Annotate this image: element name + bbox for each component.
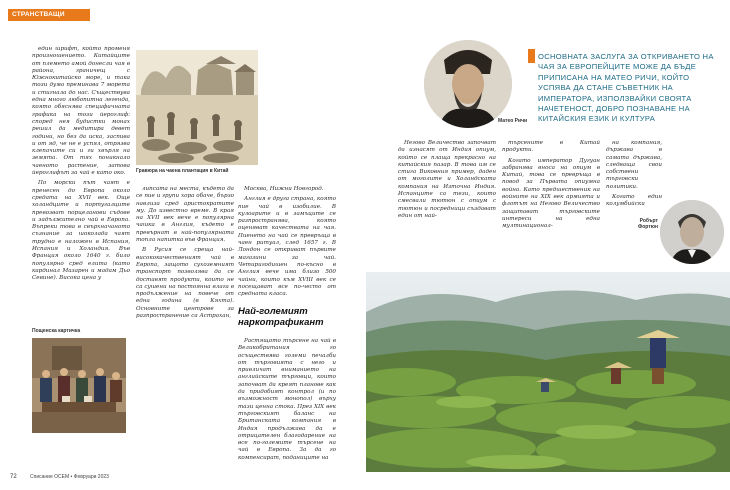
col1-para-1: един шрифт, който променя произношението. Китайците от племето амой донесли чая в района, граничещ с Южнокитайско море, и така този дума преминава 7 морета и стигнала до нас. Съществува една много любопитна легенда, която обяснява специфичната графика на този йероглиф: според нея будистки монах решил да медитира девет години, но без да иска, заспива и от яд, че не е успял, отрязва клепачите си и ги хвърля на земята. От тях поникнало чаеното растение, затова йероглифът за чай е като око. [32, 46, 130, 177]
col7-para-2: Когато един колумбийски [606, 194, 662, 208]
tea-plantation-photo [366, 272, 730, 472]
col3-para-2: Англия е друга страна, която пие чай в изобилие. В кулоарите и в замъците се разпространява, която оценяват качествата на чая. Пиенето на чай се превръща в чаен ритуал, след 1657 г. В Лондон се откриват първите магазини за чай. Четиригодишен по-късно в Англия вече има близо 500 чайни, които към XVIII век се посещават все по-често от средната класа. [238, 196, 336, 298]
text-column-4 [238, 338, 336, 465]
ricci-caption: Матео Ричи [498, 118, 528, 124]
matteo-ricci-portrait [424, 40, 512, 128]
robert-fortune-portrait [660, 200, 724, 264]
text-column-2 [136, 186, 234, 323]
page-number: 72 [10, 474, 17, 480]
section-label: СТРАНСТВАЩИ ЗАПИСКИ [8, 9, 90, 21]
pull-quote: ОСНОВНАТА ЗАСЛУГА ЗА ОТКРИВАНЕТО НА ЧАЯ ЗА ЕВРОПЕЙЦИТЕ МОЖЕ ДА БЪДЕ ПРИПИСАНА НА МАТЕО РИЧИ, КОЙТО УСПЯВА ДА СТАНЕ СЪВЕТНИК НА ИМПЕРАТОРА, ИЗПОЛЗВАЙКИ СВОЯТА НАЧЕТЕНОСТ, ДОБРО ПОЗНАВАНЕ НА КИТАЙСКИЯ ЕЗИК И КУЛТУРА [538, 52, 714, 124]
col3-para-1: Москва, Нижни Новгород. [244, 186, 324, 192]
fortune-caption: Робърт Фортюн [637, 218, 658, 230]
col4-para-1: Растящото търсене на чай в Великобритания го осъществява големи печалби от търговията с него и привличат вниманието на английските търговци, които започват да креят планове как да придобият контрол (и по възможност монопол) върху тази ценна стока. През XIX век търговският баланс на Британската компания в Индия продължава да е отрицателен благодарение на все по-големите търсене на чай в Европа. За да го компенсират, поданиците на [238, 338, 336, 461]
text-column-5 [398, 140, 496, 223]
section-subheading: Най-големият наркотрафикант [238, 306, 324, 328]
engraving-caption: Гравюра на чаена плантация в Китай [136, 168, 229, 174]
text-column-6 [502, 140, 600, 234]
magazine-footer: Списание ОСЕМ • Февруари 2023 [30, 474, 109, 480]
quote-accent-bar [528, 49, 535, 63]
col1-para-2: По морски път чаят е пренесен до Европа около средата на XVII век. Още холандците и португалците превозват порцеланови съдове и задължително чай в Европа. Въпреки това в свърхначаното съзнание за шоколада чаят трудно е наложен в Испания, Испания и Холандия. Във Франция около 1640 г. било популярно сред елита (като кардинал Мазарен и мадам Дьо Севине). Висока цена у [32, 180, 130, 282]
col2-para-1: липсата на места, където да се пие и групи хора обаче, бързо навлиза сред аристократите му. До известно време. В края на XVII век вече е популярна чашка в Англия, където е превърнат в най-популярната топла напитка във Франция. [136, 186, 234, 244]
text-column-7 [606, 140, 662, 212]
col6-para-1: търсените в Китай продукти. [502, 140, 600, 154]
text-column-1 [32, 46, 130, 286]
tea-plantation-engraving [136, 50, 258, 165]
col7-para-1: на компания, държава в самата държава, следваща свои собствени търговски политики. [606, 140, 662, 190]
col5-para-1: Негово Величество започват да изнасят от Индия опиум, който се плаща прекрасно на китайския пазар. В това им се стига Виковния пример, даден от моголите и Холандската компания на Източна Индия. Испанците са тези, които смесвали тютюн с опиум с тютюн и посредници създават един от най- [398, 140, 496, 219]
text-column-3 [238, 186, 336, 301]
col6-para-2: Когато император Дугуан забранява вноса на опиум в Китай, това се превръща в повод за Първата опиумна война. Като предшественик на войните на XIX век армията и флотът на Негово Величество защитават търговските интереси на една мултинационал- [502, 157, 600, 230]
col2-para-2: В Русия се среща най-висококачественият чай в Европа, защото сухоземният транспорт позволява да се доставят продукти, които не са сушени на постоянна влага в продължение на повече от една година (в Кяхта). Основните центрове за разпространение са Астрахан, [136, 247, 234, 320]
postcard-caption: Пощенска картичка [32, 328, 81, 334]
postcard-image [32, 338, 126, 433]
